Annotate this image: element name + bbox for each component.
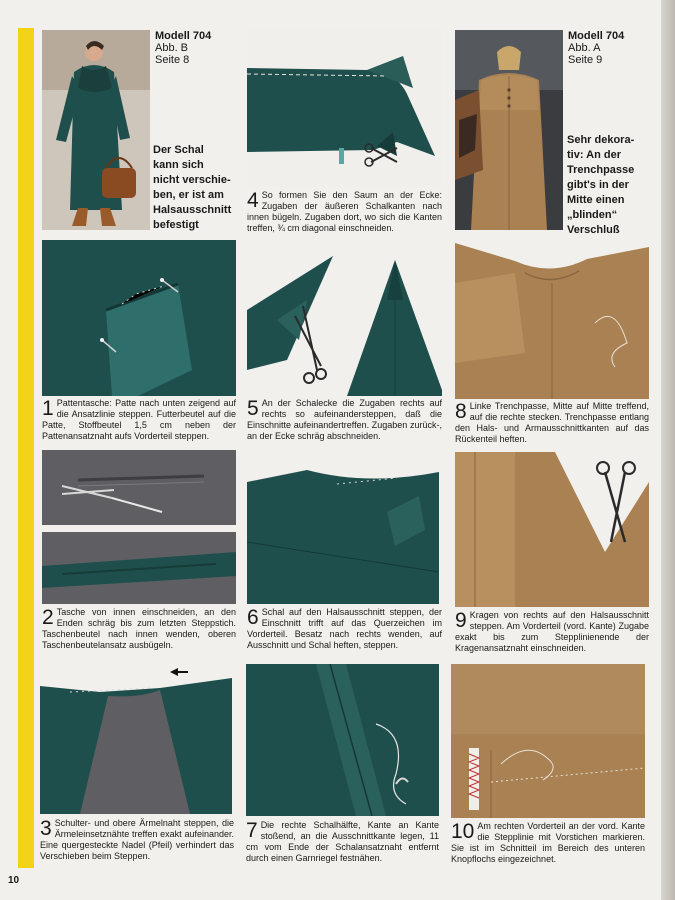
step-8-text: Linke Trenchpasse, Mitte auf Mitte treffend, auf die rechte stecken. Trenchpasse entlang den Hals- und Armausschnittkanten auf das Rückenteil heften. [455,401,649,444]
model-b-caption [155,30,211,66]
callout-line: Mitte einen [567,194,625,206]
step-7-photo [246,664,439,816]
step-4-number: 4 [247,189,259,212]
step-6-caption [247,607,442,651]
callout-line: gibt's in der [567,179,629,191]
step-2-photo-top [42,450,236,525]
step-4-caption [247,190,442,234]
step-6-text: Schal auf den Halsausschnitt steppen, der Einschnitt trifft auf das Querzeichen im Vorderteil. Besatz nach rechts wenden, auf Ausschnitt und Schal heften, steppen. [247,607,442,650]
step-2-number: 2 [42,606,54,629]
callout-line: ben, er ist am [153,189,224,201]
model-b-title: Modell 704 [155,30,212,42]
model-a-caption [568,30,624,66]
step-5-caption [247,398,442,442]
callout-line: Verschluß [567,224,620,236]
step-3-text: Schulter- und obere Ärmelnaht steppen, die Ärmeleinsetznähte treffen exakt aufeinander. Eine quergesteckte Nadel (Pfeil) verhindert das Verschieben beim Steppen. [40,818,234,861]
step-10-photo [451,664,645,818]
model-b-abb: Abb. B [155,42,189,54]
page-edge-shadow [661,0,675,900]
step-1-caption [42,398,236,442]
step-1-number: 1 [42,397,54,420]
model-a-photo [455,30,563,230]
callout-line: Der Schal [153,144,204,156]
model-b-seite: Seite 8 [155,54,190,66]
step-9-caption [455,610,649,654]
step-10-text: Am rechten Vorderteil an der vord. Kante die Stepplinie mit Vorstichen markieren. Sie ist im Schnitteil im Bereich des unteren Knopflochs eingezeichnet. [451,821,645,864]
model-b-photo [42,30,150,230]
yellow-margin-bar [18,28,34,868]
step-5-photo-right [347,240,442,396]
callout-line: Halsausschnitt [153,204,232,216]
callout-line: Trenchpasse [567,164,635,176]
step-3-photo [40,662,232,814]
step-5-number: 5 [247,397,259,420]
step-1-text: Pattentasche: Patte nach unten zeigend auf die Ansatzlinie steppen. Futterbeutel auf die Patte, Stoffbeutel 1,5 cm neben der Pattenansatznaht aufs Vorderteil steppen. [42,398,236,441]
step-10-caption [451,821,645,865]
step-5-text: An der Schalecke die Zugaben rechts auf rechts so aufeinandersteppen, daß die Einschnitte aufeinandertreffen. Zugaben zurück-, an der Ecke schräg abschneiden. [247,398,442,441]
step-8-photo [455,243,649,399]
step-2-text: Tasche von innen einschneiden, an den Enden schräg bis zum letzten Steppstich. Taschenbeutel nach innen wenden, oberen Taschenbeutelansatz ausbügeln. [42,607,236,650]
step-5-photo-left [247,240,339,396]
callout-line: nicht verschie- [153,174,231,186]
model-a-title: Modell 704 [568,30,625,42]
step-10-number: 10 [451,820,475,843]
callout-line: tiv: An der [567,149,621,161]
step-3-number: 3 [40,817,52,840]
callout-line: kann sich [153,159,204,171]
callout-line: „blinden“ [567,209,618,221]
step-1-photo [42,240,236,396]
step-6-photo [247,452,439,604]
model-a-callout [567,133,659,238]
step-4-text: So formen Sie den Saum an der Ecke: Zugaben der äußeren Schalkanten nach innen bügeln. Zugaben dort, wo sich die Kanten treffen, ¾ cm diagonal einschneiden. [247,190,442,233]
step-2-caption [42,607,236,651]
step-4-photo [247,30,442,186]
page-number: 10 [8,875,20,886]
model-b-callout [153,143,245,233]
step-9-text: Kragen von rechts auf den Halsausschnitt steppen. Am Vorderteil (vord. Kante) Zugabe exakt bis zum Stepplinienende der Kragenansatznaht einschneiden. [455,610,649,653]
step-9-number: 9 [455,609,467,632]
step-3-caption [40,818,234,862]
step-8-caption [455,401,649,445]
step-8-number: 8 [455,400,467,423]
model-a-seite: Seite 9 [568,54,603,66]
callout-line: befestigt [153,219,199,231]
model-a-abb: Abb. A [568,42,601,54]
step-2-photo-bottom [42,532,236,604]
step-7-text: Die rechte Schalhälfte, Kante an Kante stoßend, an die Ausschnittkante legen, 11 cm vom Ende der Schalansatznaht entfernt durch einen Garnriegel festnähen. [246,820,439,863]
step-7-number: 7 [246,819,258,842]
step-9-photo [455,452,649,607]
step-6-number: 6 [247,606,259,629]
callout-line: Sehr dekora- [567,134,635,146]
step-7-caption [246,820,439,864]
